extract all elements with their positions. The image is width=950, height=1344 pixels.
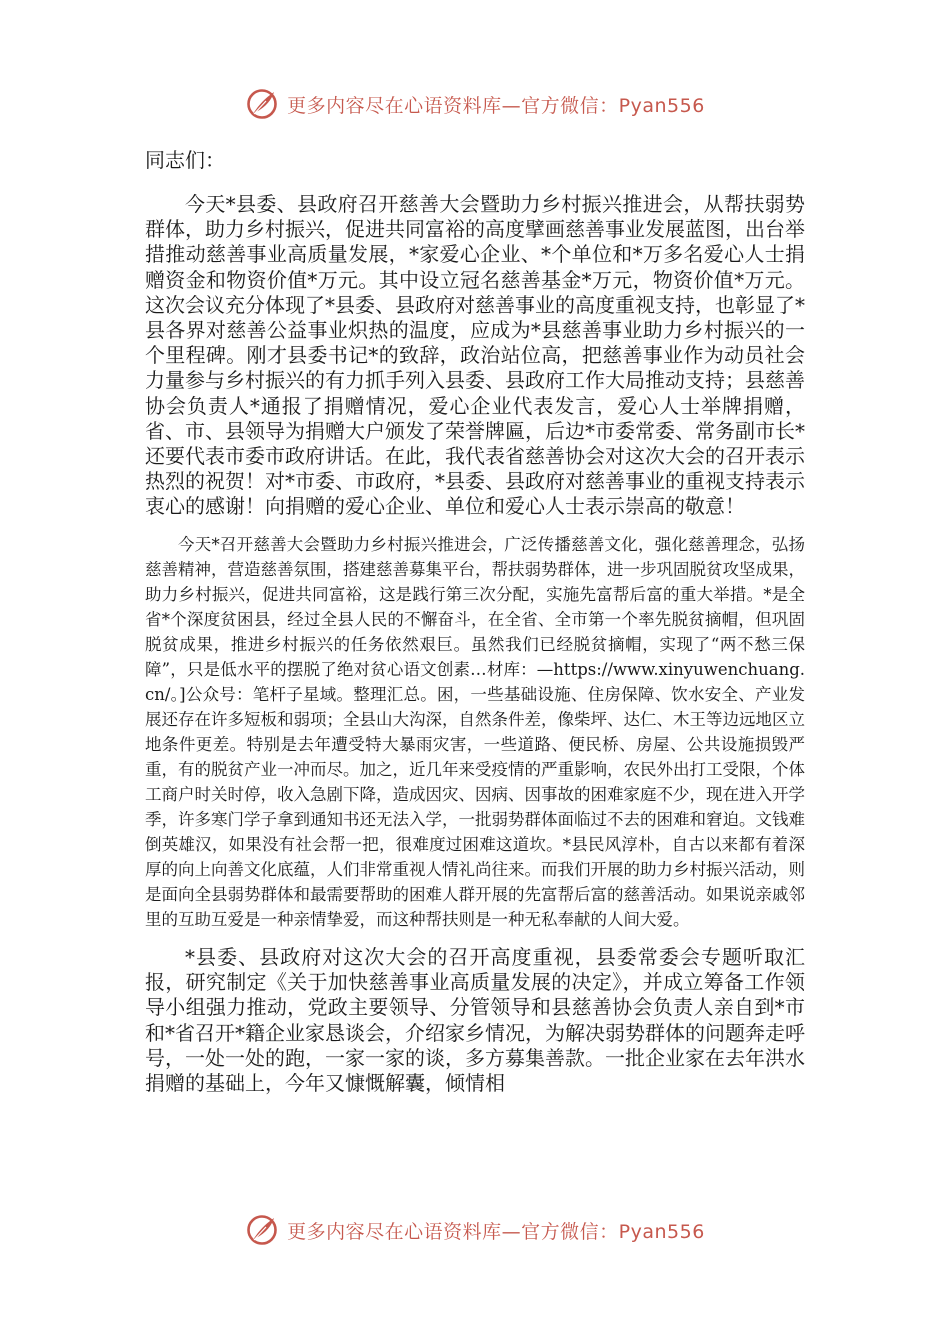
paragraph-1: 今天*县委、县政府召开慈善大会暨助力乡村振兴推进会，从帮扶弱势群体，助力乡村振兴，促进共同富裕的高度擘画慈善事业发展蓝图，出台举措推动慈善事业高质量发展，*家爱心企业、*个单位和*万多名爱心人士捐赠资金和物资价值*万元。其中设立冠名慈善基金*万元，物资价值*万元。这次会议充分体现了*县委、县政府对慈善事业的高度重视支持，也彰显了*县各界对慈善公益事业炽热的温度，应成为*县慈善事业助力乡村振兴的一个里程碑。刚才县委书记*的致辞，政治站位高，把慈善事业作为动员社会力量参与乡村振兴的有力抓手列入县委、县政府工作大局推动支持；县慈善协会负责人*通报了捐赠情况，爱心企业代表发言，爱心人士举牌捐赠，省、市、县领导为捐赠大户颁发了荣誉牌匾，后边*市委常委、常务副市长*还要代表市委市政府讲话。在此，我代表省慈善协会对这次大会的召开表示热烈的祝贺！对*市委、市政府，*县委、县政府对慈善事业的重视支持表示衷心的感谢！向捐赠的爱心企业、单位和爱心人士表示崇高的敬意！: [145, 192, 805, 519]
document-body: [145, 140, 805, 1096]
paragraph-2: 今天*召开慈善大会暨助力乡村振兴推进会，广泛传播慈善文化，强化慈善理念，弘扬慈善精神，营造慈善氛围，搭建慈善募集平台，帮扶弱势群体，进一步巩固脱贫攻坚成果，助力乡村振兴，促进共同富裕，这是践行第三次分配，实施先富帮后富的重大举措。*是全省*个深度贫困县，经过全县人民的不懈奋斗，在全省、全市第一个率先脱贫摘帽，但巩固脱贫成果，推进乡村振兴的任务依然艰巨。虽然我们已经脱贫摘帽，实现了“两不愁三保障”，只是低水平的摆脱了绝对贫心语文创素…材库：—https://www.xinyuwenchuang.cn/。]公众号：笔杆子星域。整理汇总。困，一些基础设施、住房保障、饮水安全、产业发展还存在许多短板和弱项；全县山大沟深，自然条件差，像柴坪、达仁、木王等边远地区立地条件更差。特别是去年遭受特大暴雨灾害，一些道路、便民桥、房屋、公共设施损毁严重，有的脱贫产业一冲而尽。加之，近几年来受疫情的严重影响，农民外出打工受限，个体工商户时关时停，收入急剧下降，造成因灾、因病、因事故的困难家庭不少，现在进入开学季，许多寒门学子拿到通知书还无法入学，一批弱势群体面临过不去的困难和窘迫。文钱难倒英雄汉，如果没有社会帮一把，很难度过困难这道坎。*县民风淳朴，自古以来都有着深厚的向上向善文化底蕴，人们非常重视人情礼尚往来。而我们开展的助力乡村振兴活动，则是面向全县弱势群体和最需要帮助的困难人群开展的先富帮后富的慈善活动。如果说亲戚邻里的互助互爱是一种亲情挚爱，而这种帮扶则是一种无私奉献的人间大爱。: [145, 534, 805, 929]
header-banner-text: 更多内容尽在心语资料库—官方微信：Pyan556: [287, 94, 705, 117]
footer-banner: [0, 1210, 950, 1250]
greeting: 同志们：: [145, 148, 225, 172]
quill-pen-logo-icon: [245, 87, 279, 121]
paragraph-3: *县委、县政府对这次大会的召开高度重视，县委常委会专题听取汇报，研究制定《关于加快慈善事业高质量发展的决定》，并成立筹备工作领导小组强力推动，党政主要领导、分管领导和县慈善协会负责人亲自到*市和*省召开*籍企业家恳谈会，介绍家乡情况，为解决弱势群体的问题奔走呼号，一处一处的跑，一家一家的谈，多方募集善款。一批企业家在去年洪水捐赠的基础上，今年又慷慨解囊，倾情相: [145, 944, 805, 1096]
header-banner: [0, 84, 950, 124]
footer-banner-text: 更多内容尽在心语资料库—官方微信：Pyan556: [287, 1220, 705, 1243]
quill-pen-logo-icon: [245, 1213, 279, 1247]
